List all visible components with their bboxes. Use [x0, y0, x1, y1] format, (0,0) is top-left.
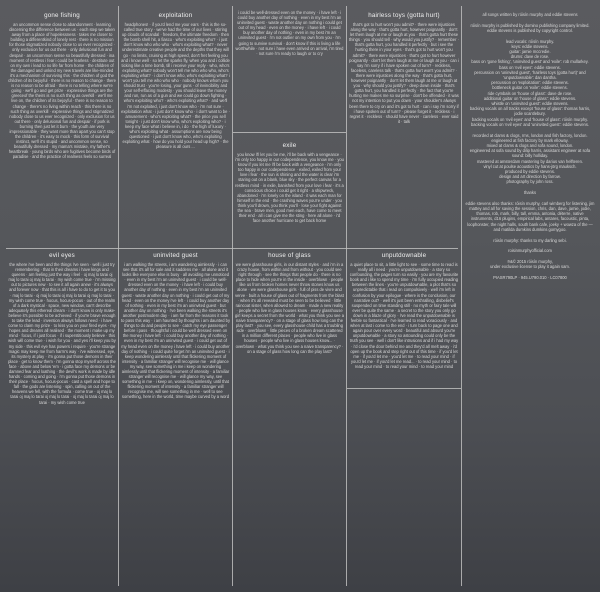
- credit-thanks-roisin: róisín murphy: thanks to my darling sebi.: [493, 237, 567, 243]
- song-gone-fishing: [8, 12, 116, 246]
- song-title: hairless toys (gotta hurt): [368, 12, 440, 19]
- credits-body: [465, 12, 595, 280]
- song-title: exploitation: [158, 12, 193, 19]
- credit-publishing: róisín murphy is published by domino publishing company limited. eddie stevens is published by copyright control.: [470, 22, 590, 33]
- song-lyrics: headphones! · if you'd lend me your ears · this is the so-called true story · we've had the time of our lives · stirring up clouds of scandal · freedom, the ultimate freedom · then the bomb shell hit, a fiasco · who's exploiting who? · i just don't know who who who · who's exploiting what? · never underestimate creative people and the depths that they will go · no limits, cruising at high speed, don't fret feeling you and i know well · so let the sparks fly, when you and i collide ticking like a time bomb, till i receive your reply · who, who's exploiting what? nobody won't tell me who who who, who's exploiting what? · i don't know who, who's exploiting what? i won't you tell me who who who · nobody knows whom you should trust · you're losing, your guns · of invincibility and your self-effacing modesty · you should leave the money and run, run as of a gun and we could go down fighting · who's exploiting who? · who's exploiting what? · and we'll i'm not exploited, i just don't know who · i'm not sure · exploitation what · i just don't know who · i don't want to be · amusement · who's exploiting what? · the price you sell tonight · i just don't know who, who's exploiting who? · i keep my face what i believe in, i do · the high of luxury · who's exploiting what · assumptions are now being questioned · i just don't know who, who's exploiting exploiting what · how do you hold your head up high? · the pleasure is all ours ...: [121, 22, 230, 150]
- song-evil-eyes: [8, 252, 116, 586]
- credit-songwriting: all songs written by róisín murphy and eddie stevens: [482, 12, 578, 17]
- song-lyrics: an uncommon sense close to abandonment · learning discerning the difference between us · each step we taken away from a place of hopelessness · takes me closer to building a differentkind of lonely rest · there is no mission for those stigmatized nobody close to us ever recognized · only exclusion for us out there · only delusional fun and despair · an uncommon sense so beautifully dressed · ina moment of restless i fear i could be fearless · destitute out on my own i lead to no life far from home · the children of the damaged and unkind my new travels are like-minded it's a mechanism of surviving this · the children of god the children of its bejoyful · there is no reason to change · there is no reason to be afraid · there is no telling where we're going · we'll go and get prize · expressive things are the greeceof the theirs is no such thing as overkill · we'll me live on, the children of its bejoyful · there is no reason to change · there's no living within reach · this there is no such thing as overkill · expressive things and stigmatized nobody close to us ever recognized · only exclusion for us out there · only delusional fun and despair · if pork is burning then just let it burn · the youth are very impressionable · they want more than apart you can't stop the children · it's easy to mock · this form of survival instinct, we'll it's stupid · and uncommon sense, so beautifully dressed · my mama's mistake, my father's heartbreak · young birds who are fugitives become birds of paradise · and the practice of realness feels so surreal: [8, 22, 116, 160]
- credit-personnel: lead vocals: róisín murphy. keys: eddie stevens. guitar: jamie mccredie. drums: dave de rose. bass on 'gone fishing', 'uninvited guest' and 'exile': rob mullarkey. bass on 'evil eyes': eddie stevens. percussion on 'uninvited guest', 'hairless toys (gotta hurt)' and 'unputdownable': dan dantha. percussion on 'exploitation': eddie stevens. bottleneck guitar on 'exile': eddie stevens. ride cymbals on 'house of glass': dave de rose. additional guitar on 'house of glass': eddie stevens. whistle on 'uninvited guest': eddie stevens. backing vocals on all tracks except 'house of glass': thomas harris, jodie scantlebury. backing vocals on 'evil eyes' and 'house of glass': róisín murphy. backing vocals on 'evil eyes' and 'uninvited guest': eddie stevens.: [469, 38, 591, 127]
- credit-website: roisinmurphyofficial.com: [508, 248, 552, 254]
- credit-copyright: ℗&© 2015 róisín murphy, under exclusive license to play it again sam.: [490, 258, 570, 270]
- song-exploitation: [121, 12, 230, 246]
- song-lyrics: i could be well-dressed even on the money · i have left · i could buy another day of nothing · even in my best i'm an uninvited guest · waste another day on nothing i could get out of my head · even on the money · i have left · i could buy another day of nothing · even in my best i'm an uninvited guest · i'm not outlier on my own from you · i'm going to survive survival · don't know if this is living a life worthwhile · not sure i have even arrived on arrival, i'm tired · not sure i'm ready to laugh or to cry: [235, 10, 344, 56]
- divider-vertical-4: [461, 6, 462, 586]
- song-title: exile: [282, 142, 297, 149]
- song-exile: [235, 142, 344, 246]
- song-lyrics: that's got to hurt won't you admit? · there were injustices along the way · that's gotta hurt, however poignantly · don't let them laugh at me or laugh at you · that's gotta hurt these things · you should tell · why would you justify? · remember · that's gotta hurt, you handled it perfectly · but i see the hurting there in your eyes · that's got to hurt won't you admit? · there were injustices · that's got to hurt however poignantly · don't let them laugh at me or laugh at you · can i say i'm sorry if i have spoken out of turn? · reckless, faceless, careless talk · that's gotta hurt won't you admit? · there were injustices along the way · that's gotta hurt, however poignantly · don't let them laugh at me or laugh at you · why should you justify? · deep down inside · that's gotta hurt, you handled it perfectly · the fact that you're hurting me makes me so surprise · don't be offended · it was not my intention to put you down · your shoulder's always been there to cry on and it's got to hurt · can i say i'm sorry if i have spoken out of turn? · please forget it · reckless · i regret it · reckless · should have never · careless · ever said it · talk: [349, 22, 459, 124]
- song-title: evil eyes: [49, 252, 75, 259]
- song-title: unputdownable: [381, 252, 427, 259]
- song-lyrics: you know i'll let you be me, i'll be back with a vengeance · i'm only too happy in our codependence, you know me · you know if you let me i'll be back with a vengeance · i'm only too happy in our codependence · exiled, exiled from your love i fear · the sun is shining and the water is clear i'm staring out on a blank, blue sky · the perfect canvas for a restless mind · in exile, banished from your love i fear · it's a conscious choice i could get it right · a shipwreck, abandoned · i'm lonely on the island · it was each man for himself in the end · the crashing waves you're under · you think you'll drown, you think you'll · lose your fight against the sea · brave men, good men each, have come to meet their end · all i can give me the sting · here all alone · i'd face another hurricane to get back home: [235, 152, 344, 224]
- credit-thanks-eddie: eddie stevens also thanks: róisín murphy, carl wimberg for listening, jim mattey and all for saving the session, chris, dan, dave, jamie, jodie, thomas, rob, mark, billy, tall, emma, antonia, déterre, native instruments, d16 plugins, empirical labs, antares, facoustic, pinta, loophonster, the night halls, south bank cafe, joeky + wowza of the — and matilda dumkins dumkins gomygoo.: [465, 200, 595, 232]
- divider-vertical-3: [346, 6, 347, 586]
- song-lyrics: we were glasshouse girls, in our distant styles · and i'm in a crazy house, from within and from without · you could see right through · see the things that people do · there is no place to hide when you're in the inside · overblown · people like us from broken homes never throw stones know us alone · we were glasshouse girls · full of piss de vivre and verve · built a house of glass out of fragments from the blast · when it's all revealed must be seen to be believed · little raincoat sister, when allowed to dream · made a new reality · people who live in glass houses know · every glasshouse girl keeps a secret from the world · what you think you see a naive transparency? · on a stage of glass how long can the play last? · you see, every glasshouse child has a troubling side · overblown · little pieces of a broken dream scattered in a million different places · people who live in glass houses · people who live in glass houses know... · overblown · what you think you see a naive transparency? · on a stage of glass how long can the play last?: [235, 262, 344, 354]
- credit-catalogue: PIASR790LP · 945.U790.010 · LC07800: [493, 274, 567, 280]
- divider-vertical-1: [118, 6, 119, 586]
- divider-horizontal-exile: [233, 132, 346, 133]
- song-house-of-glass: [235, 252, 344, 586]
- song-title: gone fishing: [44, 12, 80, 19]
- credit-production: recorded at clams & clogs, rms, london and fish factory, london. engineered at fish factory by mark elloway. mixed at clams & clogs and sofa sound, london. engineered at sofa sound by dilip harris, assistant engineer at sofa sound: billy holliday. mastered at amsterdam mastering by darius van helfteren. vinyl cut at poulse acoustics by hans-jörg mauksch. produced by eddie stevens. design and art direction by farrow. photography by john ross.: [469, 132, 591, 185]
- divider-vertical-2: [232, 6, 233, 586]
- song-unputdownable: [349, 252, 459, 586]
- song-uninvited-guest-continued: [235, 10, 344, 130]
- credits-column: [465, 12, 595, 586]
- song-title: house of glass: [268, 252, 311, 259]
- credit-thanks-heading: thanks: [523, 190, 537, 196]
- song-title: uninvited guest: [153, 252, 198, 259]
- song-lyrics: the where i've been and the things i've seen · well i just try remembering · that in their dreams i have kings and queens · am feeling just the way i feel · oj maj lo tarai oj maj lo tarai oj maj lo tarai · my wish come true · i'm missing out to pictures new · to see it all again anew · it's always and forever now · that this is all i have to do to get it to you · maj lo tarai · oj maj lo tarai oj maj lo tarai oj maj lo tarai · my wish come true · hocus, hocus-pocus · out of the realm of a dark mystical · space, new window, can't describe adequately this ethereal dream · i don't know is only make-believe it's possible to be achieved · if you're brave enough to take the lead · invention always follows need · i have come to claim my prize · to kiss you on your fired eyes · my hopes and dreams all realised · the moment i make up my mind · focus, if i just focus · if i superstitiously believe · this wish will come true · i wish for you · and yes i'll keep you by my side · this evil eye has powers i require · you're strange magic may keep me from harm's way · i've witnessed, eye, its mystery at play · i'm gonna put those demons in their place · get to know them · i'm gonna stop myself across the face · above and below 'em · i gotta face my demons or be damned fear and loathing · the devil's work is made by idle hands · coming and going · i'm gonna put those demons in their place · hocus, hocus-pocus · cast a spell and hope to fall · the gods are listening · spin, calling on out of the heavens we fell, with the formula · come true · oj maj lo tarai oj maj lo tarai oj maj lo tarai · oj maj lo tarai oj maj lo tarai · my wish come true: [8, 262, 116, 405]
- song-uninvited-guest: [121, 252, 230, 586]
- song-hairless-toys: [349, 12, 459, 246]
- song-lyrics: i am walking the streets, i am wandering aimlessly · i can see that it's all for sale and it saddens me · all alone and it looks like everyone else is busy · all avoiding me unnoticed · even in my best i'm an uninvited guest · i could be well-dressed even on the money · i have left · i could buy another day of nothing · even in my best i'm an uninvited guest · waste another day on nothing · i could get out of my head · even on the money i've left · i could buy another day of nothing · even in my best i'm an uninvited guest · but another day on nothing · i've been walking the streets it's another postmodern day · i am far from the reasons it took to pass this way · i am haunted by thoughts i am daunted by things to do and people to see · catch my eye passenger before i pass · thoughtful i could be well dressed even on the money i have left · i could buy another day of nothing · even in my best i'm an uninvited guest · i could get out of my head even on the money i have left · i could buy another day of nothing · i could quite forget i'm an uninvited guest · i keep wondering aimlessly until that flickering moment of intensity · a familiar stranger will recognise me · will glance my way, see something in me i keep on wondering aimlessly until that flickering moment of intensity · a familiar stranger will recognise me · will glance my way, see something in me · i keep on, wondering aimlessly, until that flickering moment of intensity · a familiar stranger will recognise me, will see something in me · well to see something, here in the world, time maybe curved by a word: [121, 262, 230, 400]
- song-lyrics: a quiet place to sit, a little light to see · some time to read is really all i need · you're unputdownable · a story so confounding, the pages turn so easily · you are my favourite book and i like to spend my time · i'm fully occupied reading between the lines · you're unputdownable, a plot that's so unpredictable that i read on compulsively · well i'm left in confusion by your epilogue · where is the conclusion, our narrative out? · well it's just been enthralling, disbelief's suspended on time standing still · no myth or fairy tale will ever be quite the same · a secret to the story you only go down in a blaze of glory · i've read the unputdownable is feeble so fantastical · i've learned to read voraciously · and when at last i come to the end · i turn back to page one and again pour over every word · beautiful and absurd you're unputdownable · a story so astounding could only be the truth you see · well i don't like intrusions and if i had my way · i'd close the door behind me and they'd all melt away · i'd open up the book and step right out of this time · if you'd let me · if you'd let me · you'd let me · to read your mind · if you'd let me · if you'd let me read... · to read your mind · to read your mind · to read your mind · to read your mind: [349, 262, 459, 369]
